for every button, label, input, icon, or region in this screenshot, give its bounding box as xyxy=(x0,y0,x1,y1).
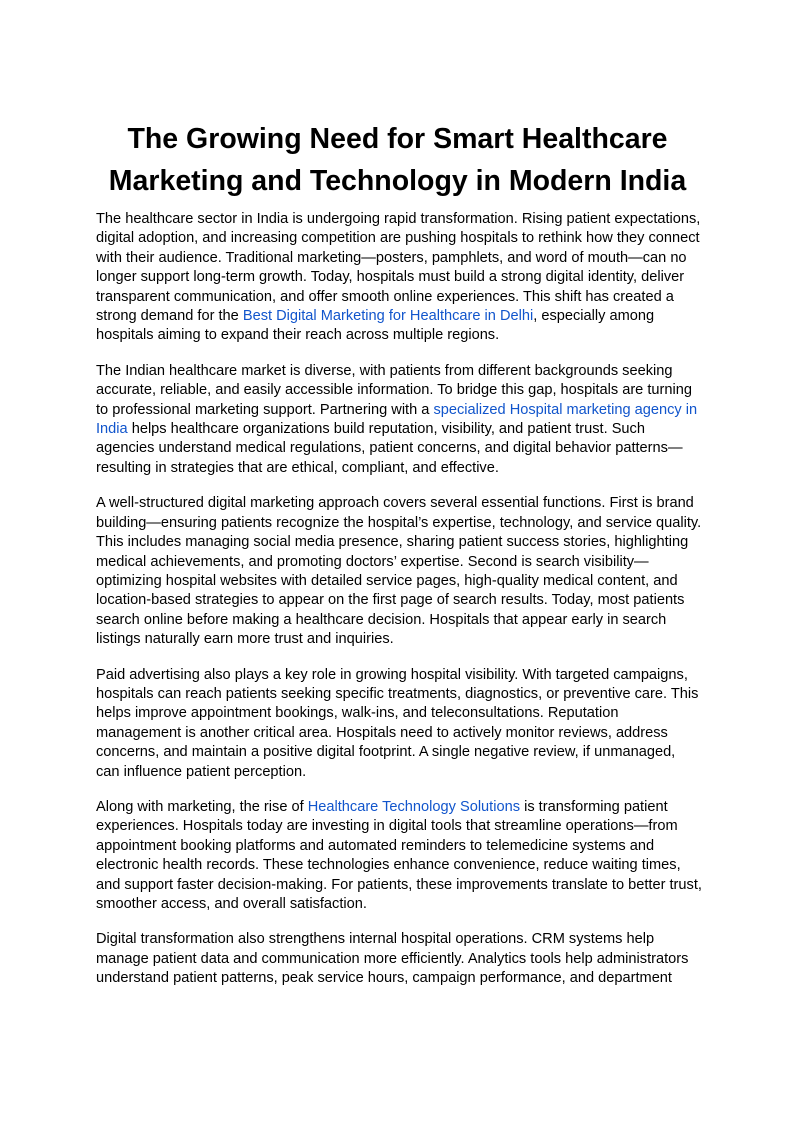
link-hospital-marketing-agency[interactable]: specialized Hospital marketing agency in India xyxy=(96,401,698,438)
paragraph-text: The healthcare sector in India is undergoing rapid transformation. Rising patient expectations, digital adoption, and increasing competition are pushing hospitals to rethink how they connect with their audience. Traditional marketing—posters, pamphlets, and word of mouth—can no longer support long-term growth. Today, hospitals must build a strong digital identity, deliver transparent communication, and offer smooth online experiences. This shift has created a strong demand for the xyxy=(96,211,701,325)
paragraph-3: A well-structured digital marketing approach covers several essential functions. First is brand building—ensuring patients recognize the hospital’s expertise, technology, and service quality. This includes managing social media presence, sharing patient success stories, highlighting medical achievements, and promoting doctors’ expertise. Second is search visibility—optimizing hospital websites with detailed service pages, high-quality medical content, and location-based strategies to appear on the first page of search results. Today, most patients search online before making a healthcare decision. Hospitals that appear early in search listings naturally earn more trust and inquiries. xyxy=(96,495,702,648)
document-body xyxy=(96,210,702,1005)
paragraph-4: Paid advertising also plays a key role in growing hospital visibility. With targeted campaigns, hospitals can reach patients seeking specific treatments, diagnostics, or preventive care. This helps improve appointment bookings, walk-ins, and teleconsultations. Reputation management is another critical area. Hospitals need to actively monitor reviews, address concerns, and maintain a positive digital footprint. A single negative review, if unmanaged, can influence patient perception. xyxy=(96,666,699,780)
link-healthcare-technology-solutions[interactable]: Healthcare Technology Solutions xyxy=(307,798,521,815)
link-best-digital-marketing-healthcare-delhi[interactable]: Best Digital Marketing for Healthcare in Delhi xyxy=(242,308,534,325)
paragraph-text: helps healthcare organizations build reputation, visibility, and patient trust. Such agencies understand medical regulations, patient concerns, and digital behavior patterns—resulting in strategies that are ethical, compliant, and effective. xyxy=(96,421,683,476)
page-title: The Growing Need for Smart Healthcare Marketing and Technology in Modern India xyxy=(108,123,687,197)
paragraph-5 xyxy=(96,798,702,914)
paragraph-text: is transforming patient experiences. Hospitals today are investing in digital tools that streamline operations—from appointment booking platforms and automated reminders to telemedicine systems and electronic health records. These technologies enhance convenience, reduce waiting times, and support faster decision-making. For patients, these improvements translate to better trust, smoother access, and overall satisfaction. xyxy=(96,798,702,912)
paragraph-text: Along with marketing, the rise of xyxy=(96,798,308,815)
paragraph-2 xyxy=(96,362,702,478)
paragraph-text: , especially among hospitals aiming to expand their reach across multiple regions. xyxy=(96,308,655,344)
paragraph-1 xyxy=(96,210,702,346)
paragraph-6: Digital transformation also strengthens internal hospital operations. CRM systems help manage patient data and communication more efficiently. Analytics tools help administrators understand patient patterns, peak service hours, campaign performance, and department xyxy=(96,931,689,987)
paragraph-text: The Indian healthcare market is diverse, with patients from different backgrounds seeking accurate, reliable, and easily accessible information. To bridge this gap, hospitals are turning to professional marketing support. Partnering with a xyxy=(96,362,692,418)
